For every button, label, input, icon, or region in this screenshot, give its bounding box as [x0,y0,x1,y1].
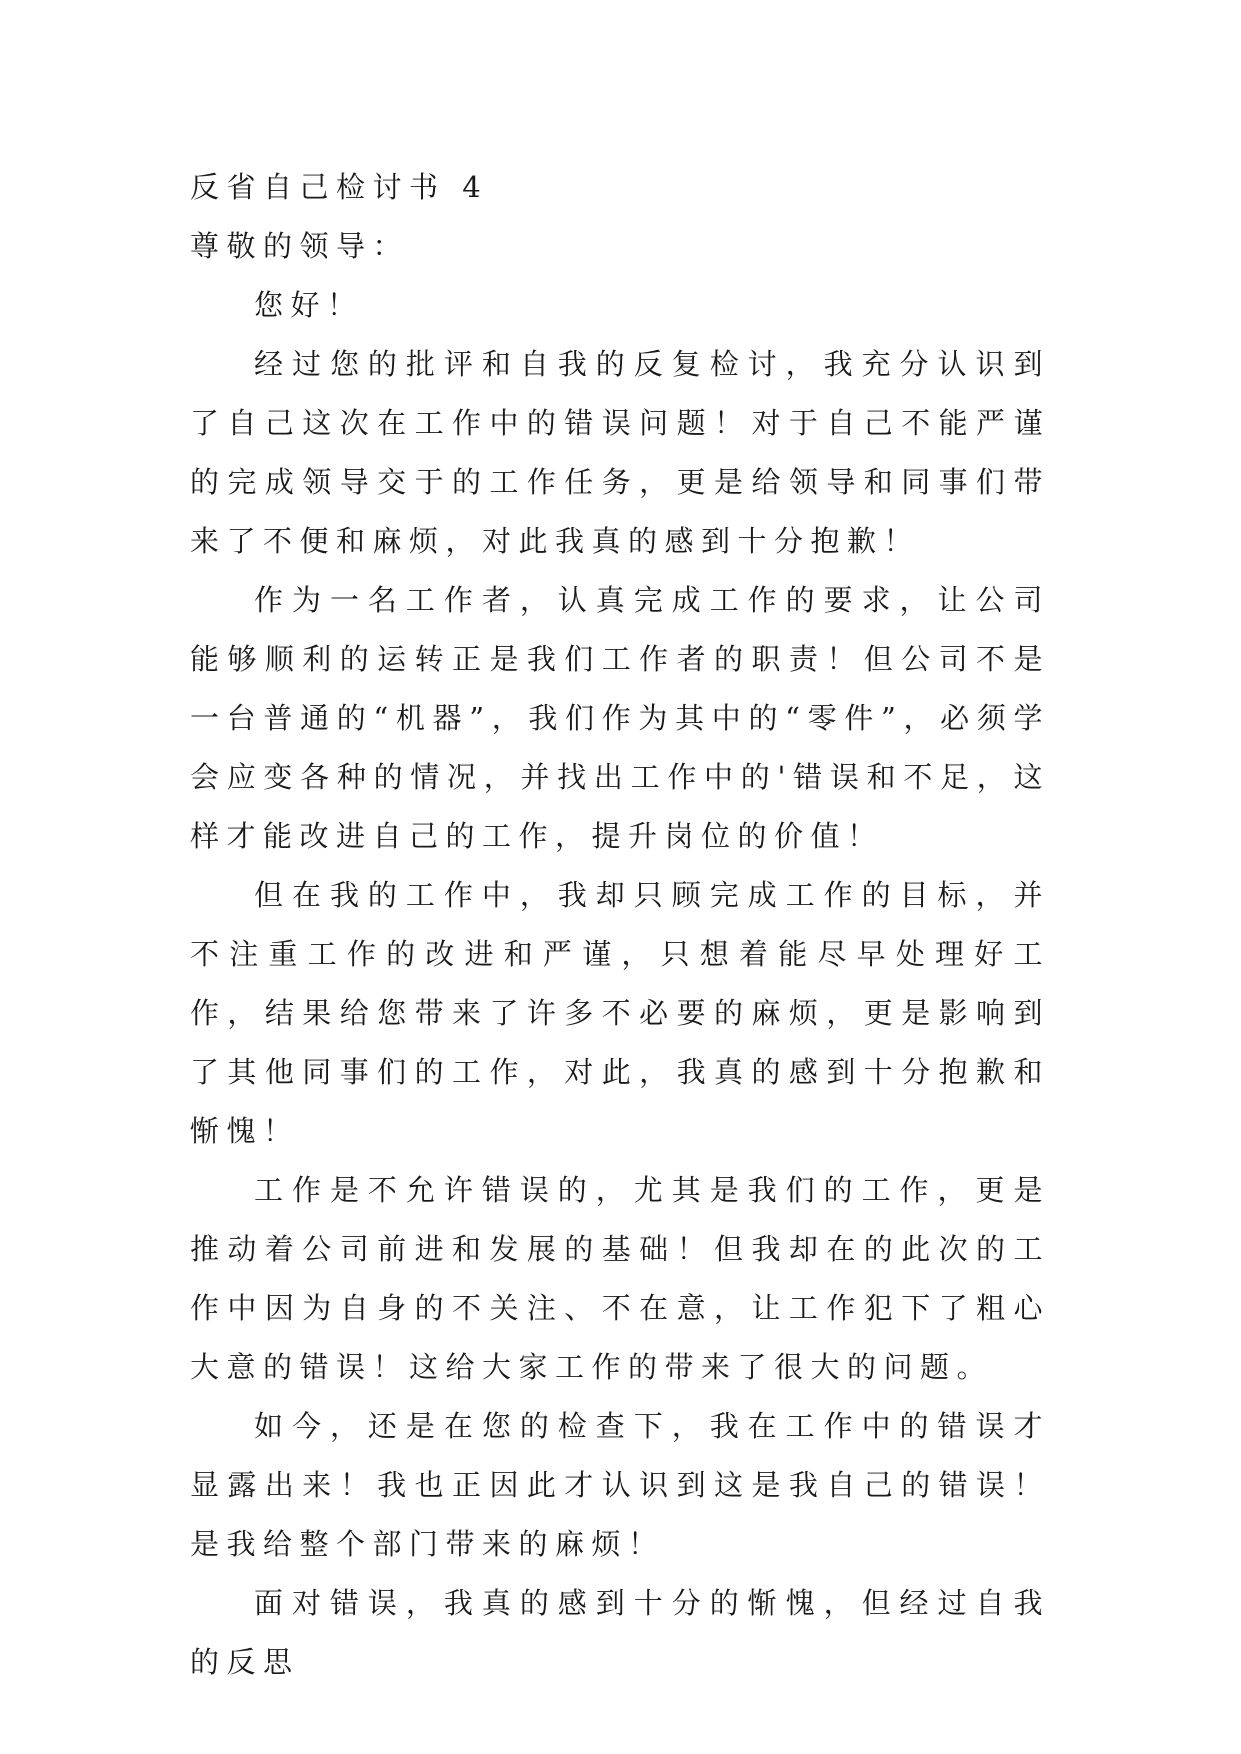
paragraph-1: 经过您的批评和自我的反复检讨，我充分认识到了自己这次在工作中的错误问题！对于自己不能严谨的完成领导交于的工作任务，更是给领导和同事们带来了不便和麻烦，对此我真的感到十分抱歉！ [190,347,1050,558]
document-title: 反省自己检讨书 4 [190,170,489,204]
paragraph-3: 但在我的工作中，我却只顾完成工作的目标，并不注重工作的改进和严谨，只想着能尽早处理好工作，结果给您带来了许多不必要的麻烦，更是影响到了其他同事们的工作，对此，我真的感到十分抱歉和惭愧！ [190,878,1050,1148]
paragraph-5: 如今，还是在您的检查下，我在工作中的错误才显露出来！我也正因此才认识到这是我自己的错误！是我给整个部门带来的麻烦！ [190,1409,1050,1561]
paragraph-6: 面对错误，我真的感到十分的惭愧，但经过自我的反思 [190,1586,1050,1679]
paragraph-2: 作为一名工作者，认真完成工作的要求，让公司能够顺利的运转正是我们工作者的职责！但公司不是一台普通的“机器”，我们作为其中的“零件”，必须学会应变各种的情况，并找出工作中的'错误和不足，这样才能改进自己的工作，提升岗位的价值！ [190,583,1050,853]
salutation: 尊敬的领导： [190,229,410,263]
paragraph-4: 工作是不允许错误的，尤其是我们的工作，更是推动着公司前进和发展的基础！但我却在的此次的工作中因为自身的不关注、不在意，让工作犯下了粗心大意的错误！这给大家工作的带来了很大的问题。 [190,1173,1050,1384]
document-body [190,158,1050,1692]
greeting: 您好！ [254,288,364,322]
